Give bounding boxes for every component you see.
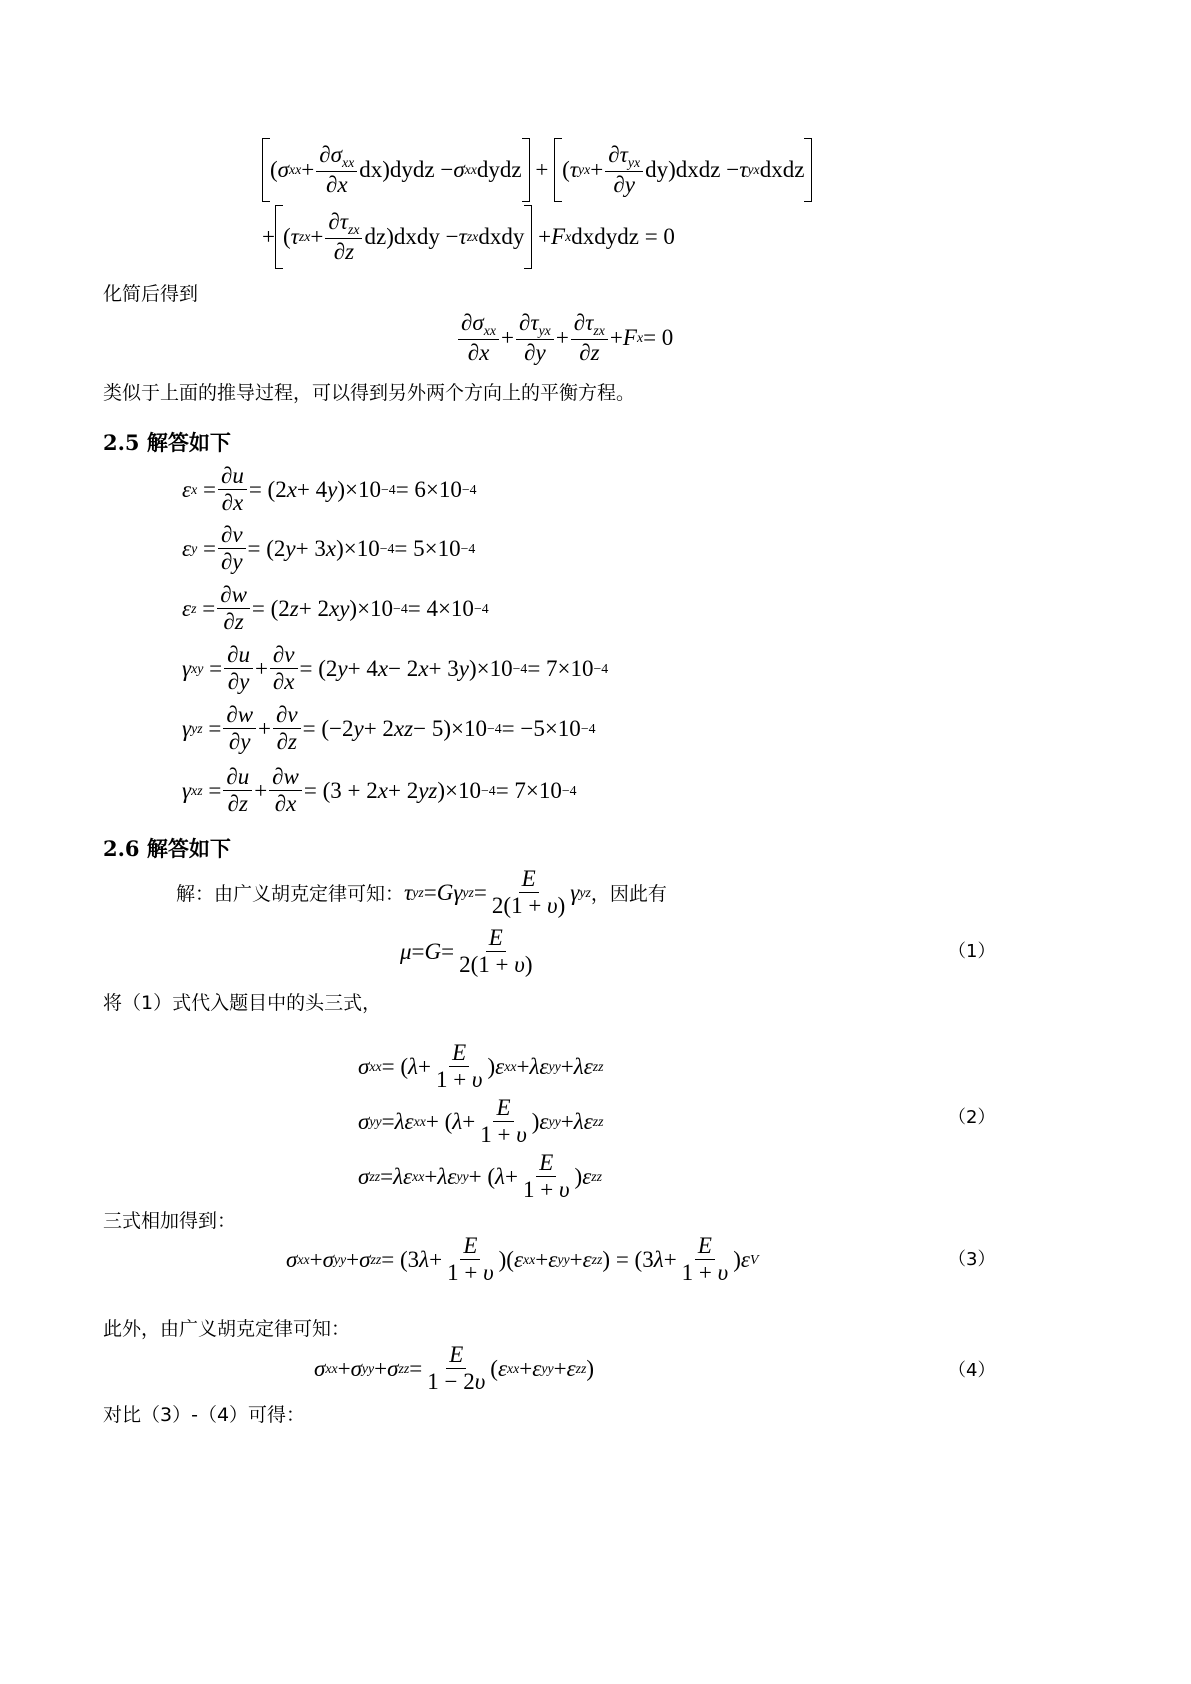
section-2-6-heading: 2.6 解答如下 [103,836,231,861]
section-2-5-heading: 2.5 解答如下 [103,430,231,455]
equation-4: σ xx + σ yy + σ zz = $\frac{E}{1 - 2\upsilon}$ ( ε xx + ε yy + ε zz ) [314,1342,595,1395]
equation-1: μ = G = $\frac{E}{2(1 + \upsilon)}$ [400,925,533,978]
solution-hooke-line [176,866,667,920]
strain-gamma-xy: γ xy = $\frac{\partial u}{\partial y}$ + $\frac{\partial v}{\partial x}$ = (2 y + 4 x − 2 x + 3 y )×10 −4 = 7×10 −4 [182,642,609,695]
similar-derivation-text: 类似于上面的推导过程，可以得到另外两个方向上的平衡方程。 [103,382,636,404]
equation-number-2: （2） [948,1107,996,1128]
substitute-text: 将（1）式代入题目中的头三式， [103,992,382,1014]
equation-number-1: （1） [948,941,996,962]
equilibrium-equation-line-2: + ( τ zx + $\frac{\partial\tau_{zx}}{\partial z}$ dz)dxdy − τ zx dxdy + F x dxdydz = 0 [262,205,675,269]
equation-2-sigma-xx: σ xx = ( λ + $\frac{E}{1 + \upsilon}$ ) ε xx + λε yy + λε zz [358,1040,604,1093]
strain-epsilon-z: ε z = $\frac{\partial w}{\partial z}$ = (2 z + 2 xy )×10 −4 = 4×10 −4 [182,582,489,635]
solution-suffix-text: ，因此有 [590,883,667,906]
strain-epsilon-y: ε y = $\frac{\partial v}{\partial y}$ = (2 y + 3 x )×10 −4 = 5×10 −4 [182,522,476,575]
besides-text: 此外，由广义胡克定律可知： [103,1318,351,1340]
compare-text: 对比（3）-（4）可得： [103,1404,306,1426]
simplified-equilibrium-equation: $\frac{\partial\sigma_{xx}}{\partial x}$ + $\frac{\partial\tau_{yx}}{\partial y}$ + $\frac{\partial\tau_{zx}}{\partial z}$ + F x = 0 [456,310,673,366]
strain-gamma-yz: γ yz = $\frac{\partial w}{\partial y}$ + $\frac{\partial v}{\partial z}$ = (−2 y + 2 xz − 5)×10 −4 = −5×10 −4 [182,702,596,755]
strain-epsilon-x: ε x = $\frac{\partial u}{\partial x}$ = (2 x + 4 y )×10 −4 = 6×10 −4 [182,463,477,516]
add-three-text: 三式相加得到： [103,1210,237,1232]
equation-2-sigma-yy: σ yy = λε xx + ( λ + $\frac{E}{1 + \upsilon}$ ) ε yy + λε zz [358,1095,604,1148]
solution-prefix-text: 解：由广义胡克定律可知： [176,883,405,906]
shear-modulus-relation: τ yz = Gγ yz = $\frac{E}{2(1 + \upsilon)}$ γ yz [404,866,591,919]
equation-number-3: （3） [948,1249,996,1270]
strain-gamma-xz: γ xz = $\frac{\partial u}{\partial z}$ + $\frac{\partial w}{\partial x}$ = (3 + 2 x + 2 yz )×10 −4 = 7×10 −4 [182,764,577,817]
equilibrium-equation-line-1: ( σ xx + $\frac{\partial\sigma_{xx}}{\partial x}$ dx)dydz − σ xx dydz + ( τ yx + $\frac{\partial\tau_{yx}}{\partial y}$ dy)dxdz − τ yx dxdz [262,138,812,208]
equation-2-sigma-zz: σ zz = λε xx + λε yy + ( λ + $\frac{E}{1 + \upsilon}$ ) ε zz [358,1150,603,1203]
equation-number-4: （4） [948,1360,996,1381]
equation-3: σ xx + σ yy + σ zz = (3 λ + $\frac{E}{1 + \upsilon}$ )( ε xx + ε yy + ε zz ) = (3 λ + $\frac{E}{1 + \upsilon}$ ) ε V [286,1233,759,1286]
simplify-text: 化简后得到 [103,283,199,305]
